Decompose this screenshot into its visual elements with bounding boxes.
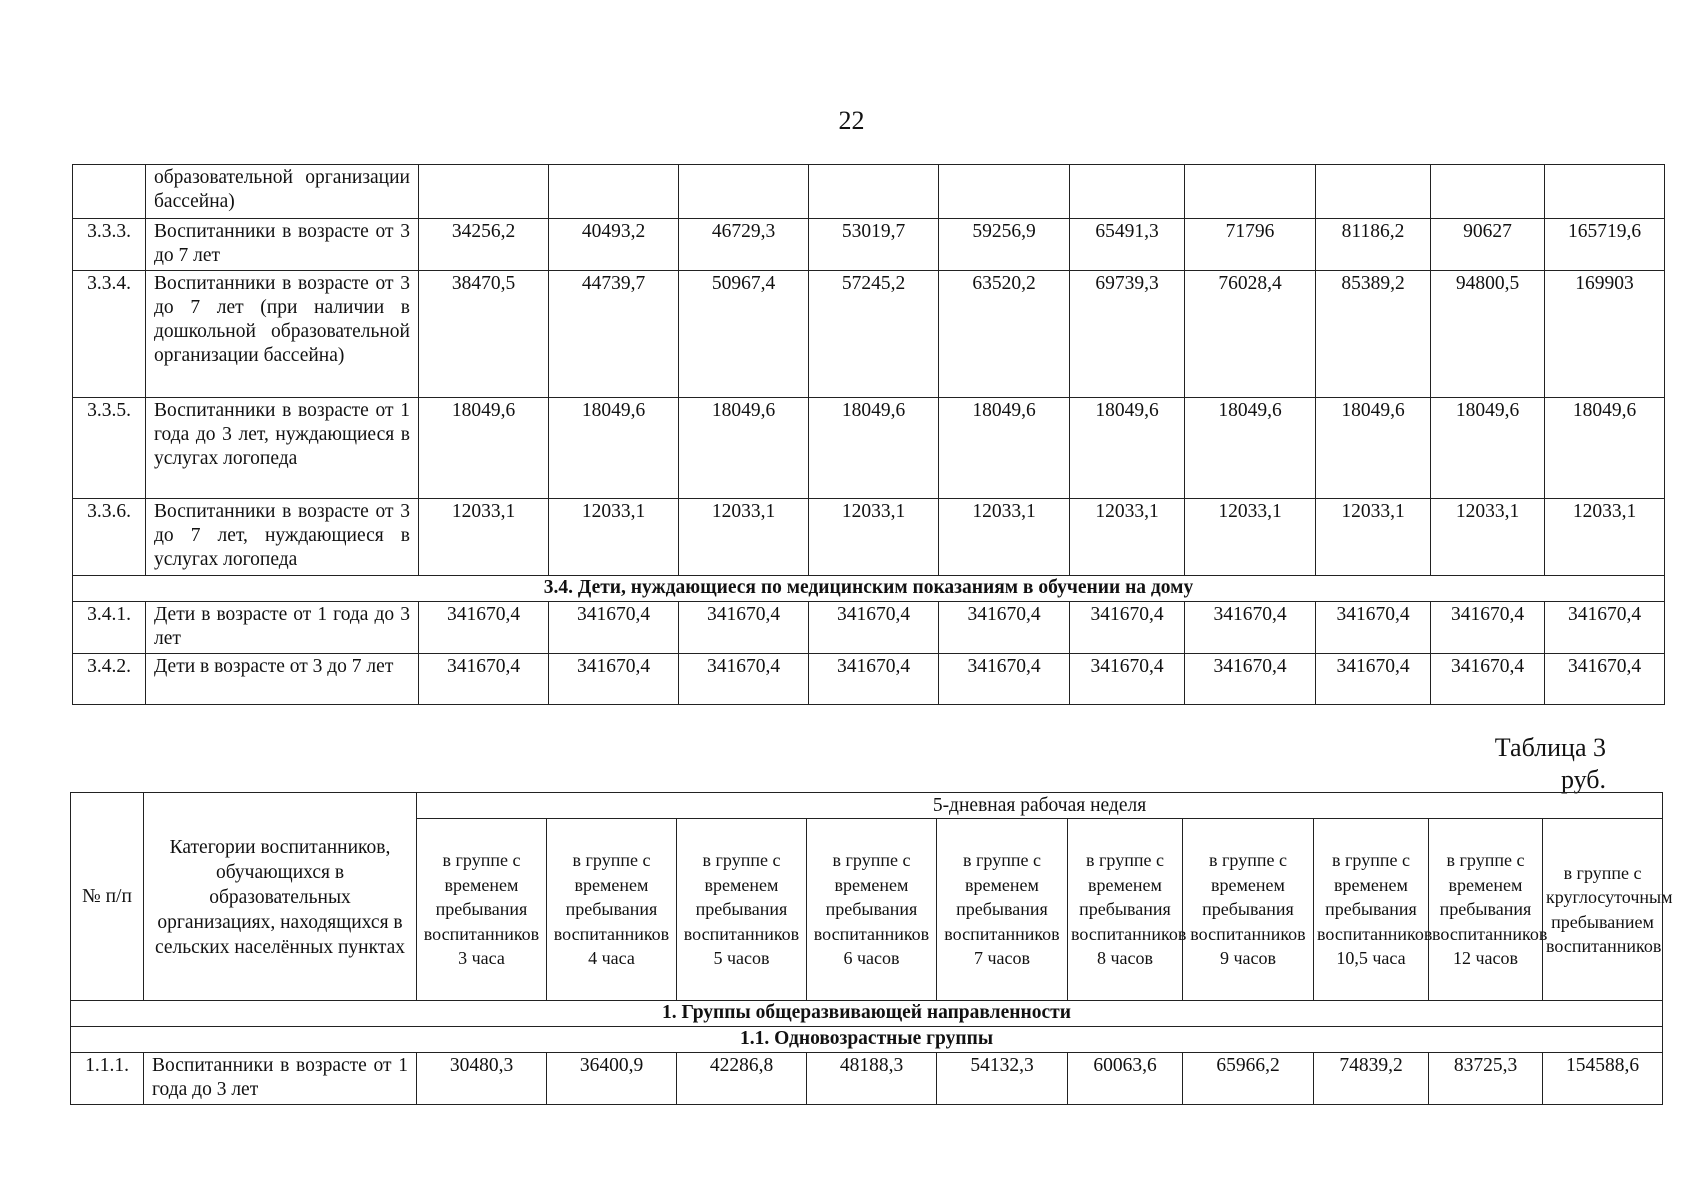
row-value: 341670,4	[1070, 654, 1185, 705]
row-value: 12033,1	[679, 499, 809, 576]
row-value: 341670,4	[1316, 602, 1431, 654]
row-value: 341670,4	[549, 602, 679, 654]
header-column: в группе с временем пребывания воспитанников 4 часа	[547, 819, 677, 1001]
row-value	[1185, 165, 1316, 219]
row-value: 341670,4	[419, 602, 549, 654]
row-value: 59256,9	[939, 219, 1070, 271]
row-value: 57245,2	[809, 271, 939, 398]
row-value: 341670,4	[419, 654, 549, 705]
header-column: в группе с временем пребывания воспитанников 6 часов	[807, 819, 937, 1001]
row-value: 53019,7	[809, 219, 939, 271]
row-value: 48188,3	[807, 1053, 937, 1105]
row-number: 3.4.1.	[73, 602, 146, 654]
row-value	[549, 165, 679, 219]
row-value: 18049,6	[1070, 398, 1185, 499]
row-value: 12033,1	[939, 499, 1070, 576]
table-row	[73, 499, 1665, 576]
row-value: 18049,6	[1431, 398, 1545, 499]
row-value: 81186,2	[1316, 219, 1431, 271]
row-value: 341670,4	[1070, 602, 1185, 654]
table-row	[73, 398, 1665, 499]
row-value	[419, 165, 549, 219]
row-number: 1.1.1.	[71, 1053, 144, 1105]
row-value: 85389,2	[1316, 271, 1431, 398]
header-column: в группе с временем пребывания воспитанников 7 часов	[937, 819, 1068, 1001]
row-category: образовательной организации бассейна)	[146, 165, 419, 219]
row-value: 341670,4	[1545, 654, 1665, 705]
row-value: 36400,9	[547, 1053, 677, 1105]
row-value: 40493,2	[549, 219, 679, 271]
row-value	[939, 165, 1070, 219]
row-value: 34256,2	[419, 219, 549, 271]
row-value: 341670,4	[939, 654, 1070, 705]
header-column: в группе с временем пребывания воспитанников 12 часов	[1429, 819, 1543, 1001]
row-value	[1070, 165, 1185, 219]
row-value: 83725,3	[1429, 1053, 1543, 1105]
table-row	[73, 271, 1665, 398]
row-value: 18049,6	[939, 398, 1070, 499]
header-column: в группе с временем пребывания воспитанников 9 часов	[1183, 819, 1314, 1001]
row-value: 12033,1	[419, 499, 549, 576]
row-value: 341670,4	[809, 602, 939, 654]
row-value: 341670,4	[1431, 602, 1545, 654]
row-value: 154588,6	[1543, 1053, 1663, 1105]
row-category: Дети в возрасте от 3 до 7 лет	[146, 654, 419, 705]
row-value: 65491,3	[1070, 219, 1185, 271]
row-number: 3.3.5.	[73, 398, 146, 499]
table-row	[73, 165, 1665, 219]
table-row	[73, 654, 1665, 705]
row-category: Дети в возрасте от 1 года до 3 лет	[146, 602, 419, 654]
row-category: Воспитанники в возрасте от 1 года до 3 лет, нуждающиеся в услугах логопеда	[146, 398, 419, 499]
row-value: 50967,4	[679, 271, 809, 398]
section-title: 1.1. Одновозрастные группы	[71, 1027, 1663, 1053]
section-row	[71, 1027, 1663, 1053]
header-column: в группе с временем пребывания воспитанников 8 часов	[1068, 819, 1183, 1001]
row-value	[1431, 165, 1545, 219]
row-value: 38470,5	[419, 271, 549, 398]
row-number: 3.4.2.	[73, 654, 146, 705]
row-value: 341670,4	[1185, 654, 1316, 705]
row-value	[809, 165, 939, 219]
row-value: 12033,1	[1070, 499, 1185, 576]
header-work-week: 5-дневная рабочая неделя	[417, 793, 1663, 819]
row-value: 12033,1	[1316, 499, 1431, 576]
row-category: Воспитанники в возрасте от 1 года до 3 лет	[144, 1053, 417, 1105]
row-value: 18049,6	[419, 398, 549, 499]
row-value	[1316, 165, 1431, 219]
row-category: Воспитанники в возрасте от 3 до 7 лет (при наличии в дошкольной образовательной организации бассейна)	[146, 271, 419, 398]
table-title: Таблица 3	[1494, 733, 1606, 762]
row-value: 12033,1	[549, 499, 679, 576]
row-value: 341670,4	[679, 602, 809, 654]
row-value: 18049,6	[679, 398, 809, 499]
row-value: 18049,6	[1545, 398, 1665, 499]
row-value: 54132,3	[937, 1053, 1068, 1105]
row-value: 169903	[1545, 271, 1665, 398]
tariff-table-continued	[72, 164, 1665, 705]
row-value: 44739,7	[549, 271, 679, 398]
section-row	[73, 576, 1665, 602]
section-title: 3.4. Дети, нуждающиеся по медицинским показаниям в обучении на дому	[73, 576, 1665, 602]
row-value: 18049,6	[549, 398, 679, 499]
row-value: 12033,1	[1185, 499, 1316, 576]
row-value: 341670,4	[1316, 654, 1431, 705]
table-row	[73, 602, 1665, 654]
row-value: 18049,6	[1316, 398, 1431, 499]
row-value: 65966,2	[1183, 1053, 1314, 1105]
section-row	[71, 1001, 1663, 1027]
row-value: 74839,2	[1314, 1053, 1429, 1105]
header-category: Категории воспитанников, обучающихся в образовательных организациях, находящихся в сельских населённых пунктах	[144, 793, 417, 1001]
row-value: 30480,3	[417, 1053, 547, 1105]
row-value: 42286,8	[677, 1053, 807, 1105]
table-caption	[1495, 732, 1606, 796]
header-column: в группе с временем пребывания воспитанников 3 часа	[417, 819, 547, 1001]
table-row	[71, 1053, 1663, 1105]
row-value: 341670,4	[549, 654, 679, 705]
tariff-table-3	[70, 792, 1673, 1105]
row-value	[1545, 165, 1665, 219]
row-value	[679, 165, 809, 219]
row-value: 90627	[1431, 219, 1545, 271]
header-column: в группе с круглосуточным пребыванием воспитанников	[1543, 819, 1663, 1001]
row-value: 76028,4	[1185, 271, 1316, 398]
table-unit: руб.	[1560, 765, 1606, 794]
row-value: 341670,4	[1431, 654, 1545, 705]
row-value: 341670,4	[1545, 602, 1665, 654]
row-value: 341670,4	[809, 654, 939, 705]
row-value: 341670,4	[939, 602, 1070, 654]
section-title: 1. Группы общеразвивающей направленности	[71, 1001, 1663, 1027]
row-value: 341670,4	[1185, 602, 1316, 654]
row-number	[73, 165, 146, 219]
row-category: Воспитанники в возрасте от 3 до 7 лет	[146, 219, 419, 271]
row-value: 69739,3	[1070, 271, 1185, 398]
row-value: 12033,1	[1431, 499, 1545, 576]
header-column: в группе с временем пребывания воспитанников 5 часов	[677, 819, 807, 1001]
row-value: 341670,4	[679, 654, 809, 705]
row-value: 12033,1	[809, 499, 939, 576]
page-number: 22	[838, 106, 865, 135]
row-value: 12033,1	[1545, 499, 1665, 576]
row-value: 71796	[1185, 219, 1316, 271]
header-column: в группе с временем пребывания воспитанников 10,5 часа	[1314, 819, 1429, 1001]
row-value: 63520,2	[939, 271, 1070, 398]
row-value: 18049,6	[1185, 398, 1316, 499]
row-value: 18049,6	[809, 398, 939, 499]
row-category: Воспитанники в возрасте от 3 до 7 лет, нуждающиеся в услугах логопеда	[146, 499, 419, 576]
row-number: 3.3.6.	[73, 499, 146, 576]
row-value: 60063,6	[1068, 1053, 1183, 1105]
table-row	[73, 219, 1665, 271]
row-value: 165719,6	[1545, 219, 1665, 271]
row-number: 3.3.4.	[73, 271, 146, 398]
row-number: 3.3.3.	[73, 219, 146, 271]
header-number: № п/п	[71, 793, 144, 1001]
row-value: 46729,3	[679, 219, 809, 271]
row-value: 94800,5	[1431, 271, 1545, 398]
